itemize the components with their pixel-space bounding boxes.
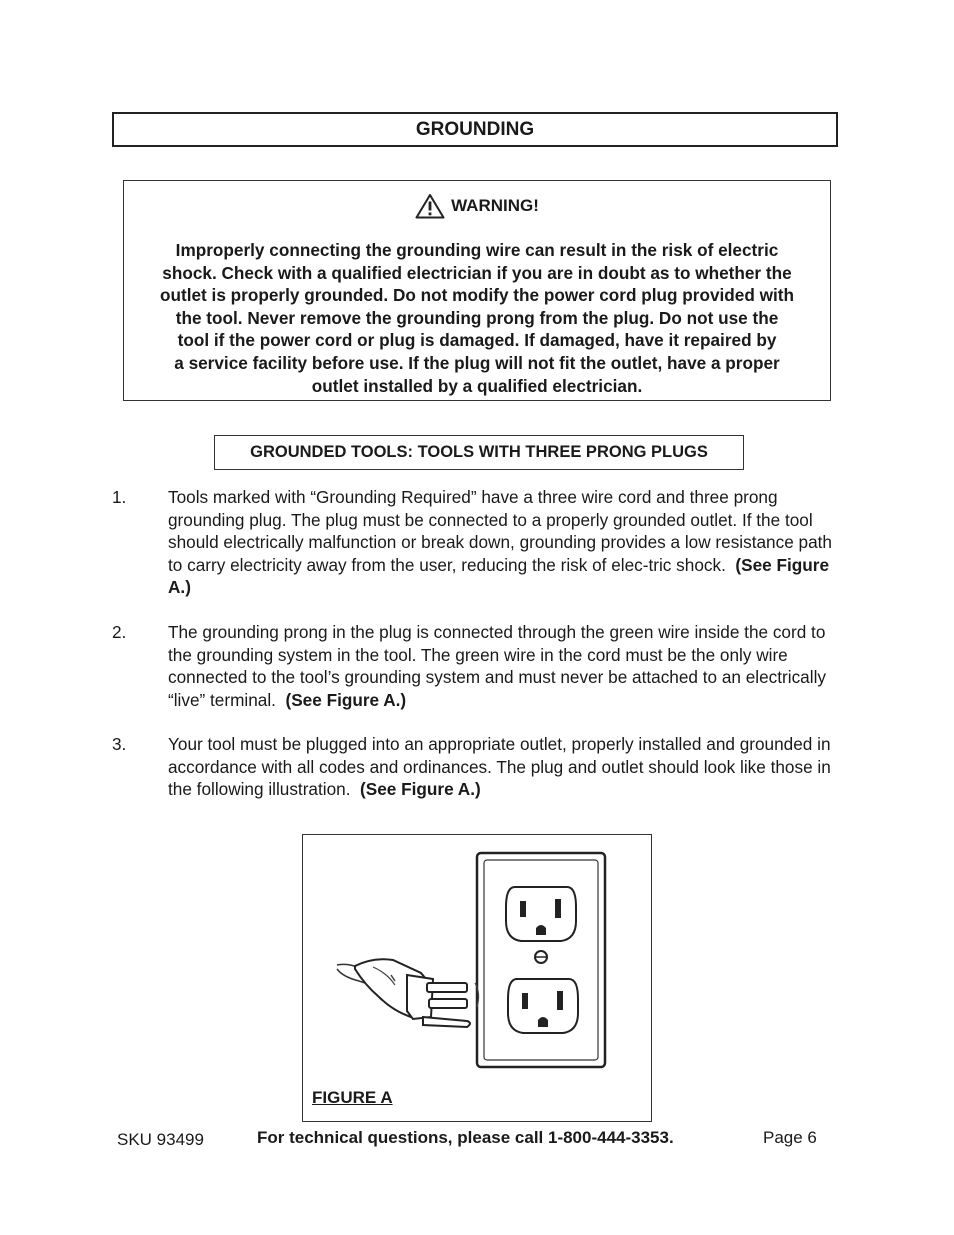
list-item-number: 1. <box>112 487 127 507</box>
figure-label: FIGURE A <box>312 1088 393 1107</box>
warning-line: shock. Check with a qualified electrician if you are in doubt as to whether the <box>162 262 792 283</box>
figure-reference: (See Figure A.) <box>285 689 407 710</box>
list-item-text <box>168 486 836 599</box>
list-item-body: Your tool must be plugged into an appropriate outlet, properly installed and grounded in accordance with all codes and ordinances. The plug and outlet should look like those in the following illustration. <box>168 734 831 799</box>
section-title <box>112 112 838 147</box>
warning-line: outlet installed by a qualified electrician. <box>311 375 643 396</box>
list-item-body: The grounding prong in the plug is connected through the green wire inside the cord to the grounding system in the tool. The green wire in the cord must be the only wire connected to the tool’s grounding system and must never be attached to an electrically “live” terminal. <box>168 622 826 710</box>
list-item-number: 3. <box>112 734 127 754</box>
figure-reference: (See Figure A.) <box>168 554 830 597</box>
warning-text <box>128 239 826 397</box>
footer-sku: SKU 93499 <box>117 1130 204 1149</box>
warning-line: a service facility before use. If the plug will not fit the outlet, have a proper <box>174 352 780 373</box>
figure-reference: (See Figure A.) <box>360 779 481 799</box>
footer-contact: For technical questions, please call 1-800-444-3353. <box>257 1128 674 1147</box>
list-item-body: Tools marked with “Grounding Required” have a three wire cord and three prong grounding plug. The plug must be connected to a properly grounded outlet. If the tool should electrically malfunction or break down, grounding provides a low resistance path to carry electricity away from the user, reducing the risk of elec-tric shock. <box>168 487 832 575</box>
footer-page-number: Page 6 <box>763 1128 817 1147</box>
list-item-number: 2. <box>112 622 127 642</box>
warning-line: tool if the power cord or plug is damaged. If damaged, have it repaired by <box>177 330 777 351</box>
subsection-title-text: GROUNDED TOOLS: TOOLS WITH THREE PRONG PLUGS <box>250 443 708 461</box>
figure-a <box>302 834 652 1122</box>
section-title-text: GROUNDING <box>415 118 535 140</box>
warning-box <box>123 180 831 401</box>
plug-and-outlet-illustration <box>303 835 650 1120</box>
list-item-text <box>168 733 836 801</box>
warning-line: outlet is properly grounded. Do not modify the power cord plug provided with <box>159 285 795 306</box>
subsection-title <box>214 435 744 470</box>
warning-line: Improperly connecting the grounding wire can result in the risk of electric <box>175 240 779 260</box>
list-item-text <box>168 621 836 711</box>
warning-heading <box>124 193 830 219</box>
warning-triangle-icon <box>415 193 445 219</box>
warning-line: the tool. Never remove the grounding prong from the plug. Do not use the <box>175 307 779 328</box>
warning-heading-text: WARNING! <box>451 196 539 215</box>
